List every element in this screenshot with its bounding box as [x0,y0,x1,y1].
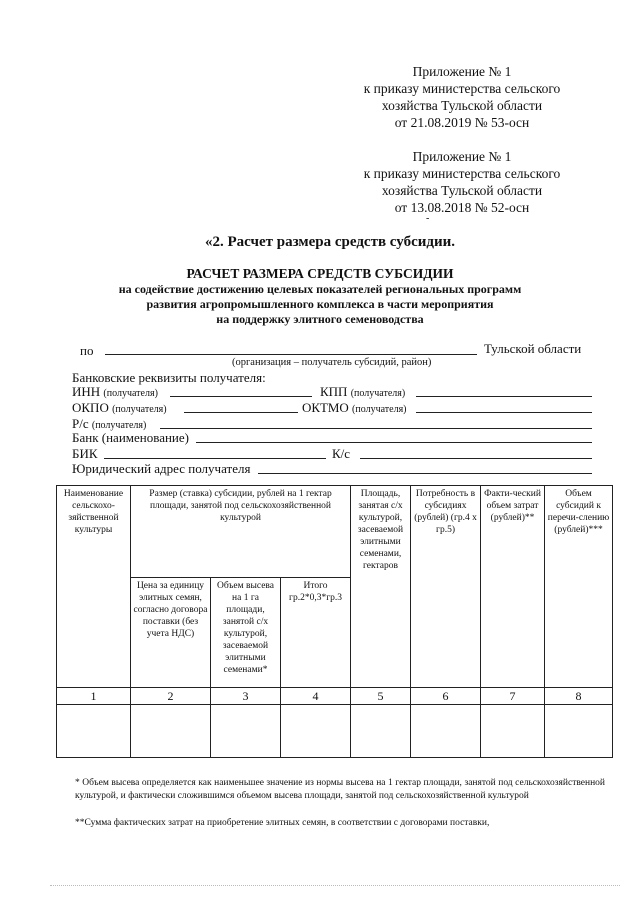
document-title-sub-2: развития агропромышленного комплекса в части мероприятия [146,297,494,311]
po-label: по [80,343,94,358]
rs-field[interactable] [160,428,592,429]
inn-label [72,384,158,401]
document-title-sub-1: на содействие достижению целевых показателей региональных программ [118,282,522,296]
column-number: 6 [411,688,481,705]
document-title [40,266,600,327]
table-row [57,705,613,758]
document-title-main: РАСЧЕТ РАЗМЕРА СРЕДСТВ СУБСИДИИ [186,266,454,281]
scan-dash-mark: - [426,213,430,224]
inn-text: ИНН [72,384,101,399]
table-cell[interactable] [481,705,545,758]
header-sown-area: Площадь, занятая с/х культурой, засеваемой элитными семенами, гектаров [351,486,411,688]
region-label: Тульской области [484,341,582,356]
header-actual-costs: Факти-ческий объем затрат (рублей)** [481,486,545,688]
column-number: 8 [545,688,613,705]
rs-text: Р/с [72,416,89,431]
oktmo-text: ОКТМО [302,400,349,415]
okpo-text: ОКПО [72,400,109,415]
bik-field[interactable] [104,458,326,459]
column-number: 7 [481,688,545,705]
appendix-1-date: от 21.08.2019 № 53-осн [394,115,530,130]
kpp-field[interactable] [416,396,592,397]
column-number: 5 [351,688,411,705]
header-total-formula: Итого гр.2*0,3*гр.3 [281,578,351,688]
subsidy-calculation-table [56,485,613,758]
inn-field[interactable] [170,396,312,397]
organization-caption: (организация – получатель субсидий, район) [232,357,432,368]
appendix-block-2 [342,148,582,216]
organization-field[interactable] [105,354,477,355]
appendix-1-order: к приказу министерства сельского [363,81,561,96]
inn-recipient-note: (получателя) [103,388,158,399]
bank-details-label: Банковские реквизиты получателя: [72,370,266,385]
appendix-2-ministry: хозяйства Тульской области [381,183,543,198]
table-cell[interactable] [57,705,131,758]
table-cell[interactable] [281,705,351,758]
header-subsidy-transfer: Объем субсидий к перечи-слению (рублей)*** [545,486,613,688]
header-crop-name: Наименование сельскохо-зяйственной культуры [57,486,131,688]
column-number: 4 [281,688,351,705]
footnote-1: * Объем высева определяется как наименьшее значение из нормы высева на 1 гектар площади, занятой под сельскохозяйственной культурой, и фактически сложившимся объемом высева площади, занятой под сельскохозяйственной культурой [75,778,605,801]
scan-edge-divider [50,885,620,887]
legal-address-label: Юридический адрес получателя [72,461,251,476]
appendix-2-date: от 13.08.2018 № 52-осн [394,200,530,215]
appendix-1-title: Приложение № 1 [412,64,512,79]
okpo-field[interactable] [184,412,298,413]
section-title: «2. Расчет размера средств субсидии. [205,234,455,250]
okpo-label [72,400,167,417]
bik-label: БИК [72,446,98,461]
table-cell[interactable] [211,705,281,758]
column-number: 3 [211,688,281,705]
footnote-2: **Сумма фактических затрат на приобретение элитных семян, в соответствии с договорами поставки, [75,818,490,828]
header-sowing-volume: Объем высева на 1 га площади, занятой с/х культурой, засеваемой элитными семенами* [211,578,281,688]
rs-recipient-note: (получателя) [91,420,147,431]
okpo-recipient-note: (получателя) [112,404,167,415]
column-number: 1 [57,688,131,705]
header-seed-price: Цена за единицу элитных семян, согласно договора поставки (без учета НДС) [131,578,211,688]
table-cell[interactable] [545,705,613,758]
legal-address-field[interactable] [258,473,592,474]
oktmo-field[interactable] [416,412,592,413]
appendix-2-title: Приложение № 1 [412,149,512,164]
table-cell[interactable] [411,705,481,758]
bank-field[interactable] [196,442,592,443]
column-number: 2 [131,688,211,705]
appendix-block-1 [342,63,582,131]
ks-field[interactable] [360,458,592,459]
appendix-1-ministry: хозяйства Тульской области [381,98,543,113]
ks-label: К/с [332,446,351,461]
header-subsidy-rate: Размер (ставка) субсидии, рублей на 1 гектар площади, занятой под сельскохозяйственной культурой [131,486,351,578]
kpp-recipient-note: (получателя) [350,388,406,399]
document-title-sub-3: на поддержку элитного семеноводства [216,312,424,326]
table-cell[interactable] [131,705,211,758]
oktmo-label [302,400,407,417]
appendix-2-order: к приказу министерства сельского [363,166,561,181]
column-number-row [57,688,613,705]
kpp-label [320,384,405,401]
header-subsidy-need: Потребность в субсидиях (рублей) (гр.4 х гр.5) [411,486,481,688]
oktmo-recipient-note: (получателя) [352,404,407,415]
table-cell[interactable] [351,705,411,758]
kpp-text: КПП [320,384,348,399]
bank-label: Банк (наименование) [72,430,189,445]
